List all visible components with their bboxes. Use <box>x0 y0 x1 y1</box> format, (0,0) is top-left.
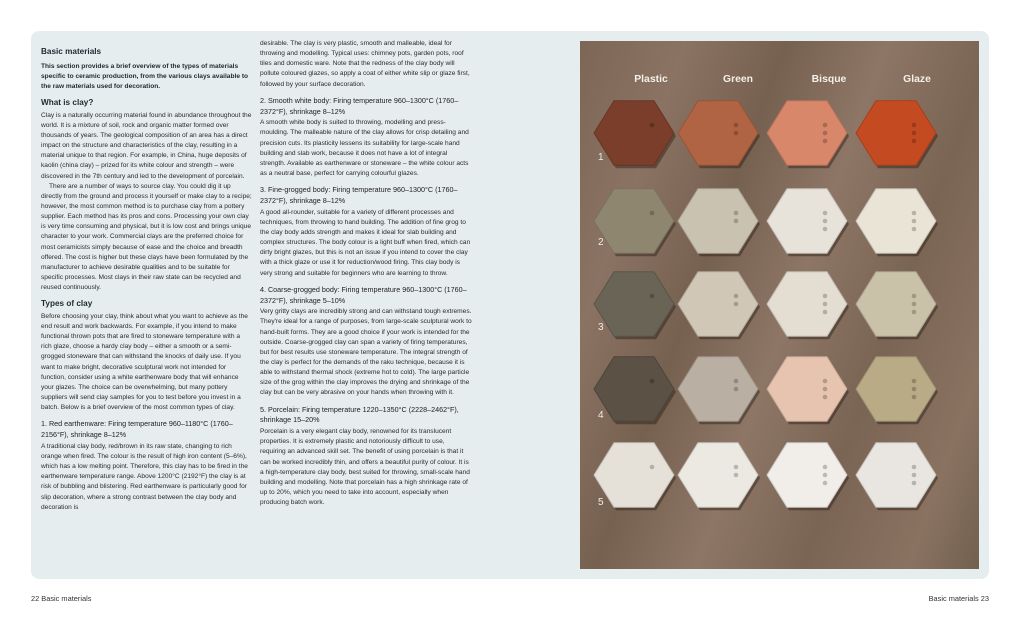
column-label-plastic: Plastic <box>634 74 668 85</box>
tile-stamp-dot <box>912 481 917 486</box>
tile-stamp-dot <box>823 302 828 307</box>
tile-stamp-dot <box>823 310 828 315</box>
tile-stamp-dot <box>650 465 655 470</box>
tile-stamp-dot <box>823 131 828 136</box>
row-label-3: 3 <box>598 322 604 333</box>
footer-right <box>929 594 989 603</box>
tile-stamp-dot <box>912 379 917 384</box>
tile-stamp-dot <box>912 387 917 392</box>
heading-coarse-grogged: 4. Coarse-grogged body: Firing temperature 960–1300°C (1760–2372°F), shrinkage 5–10% <box>260 284 467 305</box>
tile-stamp-dot <box>912 302 917 307</box>
tile-stamp-dot <box>650 294 655 299</box>
coarse-grogged-paragraph: Very gritty clays are incredibly strong and can withstand tough extremes. They're ideal for a range of purposes, from large-scale sculptural work to hand-built forms. They are a good choice if your work is intended for the outside. Coarse-grogged clay can span a variety of firing temperatures, but for best results use stoneware temperature. The integral strength of the clay is perfect for the demands of the raku technique, because it is able to withstand thermal shock (extreme hot to cold). The large particle size of the grog within the clay improves the drying and shrinkage of the clay but can be very abrasive on your hands when throwing with it. <box>260 308 472 397</box>
tile-stamp-dot <box>734 473 739 478</box>
heading-what-is-clay: What is clay? <box>41 98 94 108</box>
row-label-2: 2 <box>598 237 604 248</box>
tile-stamp-dot <box>734 379 739 384</box>
tile-stamp-dot <box>734 465 739 470</box>
tile-stamp-dot <box>912 131 917 136</box>
tile-stamp-dot <box>823 481 828 486</box>
fine-grogged-paragraph: A good all-rounder, suitable for a variety of different processes and techniques, from throwing to hand building. The addition of fine grog to the clay body adds strength and makes it ideal for slab building and complex structures. The body colour is a light buff when fired, which can dirty bright glazes, but this is not an issue if you intend to cover the clay with a thick glaze or use it for reduction/wood firing. This clay body is very strong and suitable for beginners who are learning to throw. <box>260 208 471 277</box>
running-head-right: Basic materials <box>928 594 979 603</box>
tile-stamp-dot <box>650 123 655 128</box>
column-label-glaze: Glaze <box>903 74 931 85</box>
tile-stamp-dot <box>823 139 828 144</box>
tile-stamp-dot <box>734 131 739 136</box>
tile-stamp-dot <box>650 211 655 216</box>
page-number-right: 23 <box>980 594 989 603</box>
smooth-white-paragraph: A smooth white body is suited to throwing, modelling and press-moulding. The malleable nature of the clay allows for crisp detailing and precision cuts. Its plasticity lessens its suitability for large-scale hand building and slab work, because it does not have a lot of integral strength. Available as earthenware or stoneware – the white colour acts as a neutral base, perfect for carrying colourful glazes. <box>260 119 469 177</box>
tile-stamp-dot <box>912 123 917 128</box>
tile-stamp-dot <box>823 219 828 224</box>
column-label-bisque: Bisque <box>811 74 847 85</box>
red-earthenware-continued: desirable. The clay is very plastic, smooth and malleable, ideal for throwing and modelling. Typical uses: chimney pots, garden pots, roof tiles and domestic ware. Note that the redness of the clay body will pollute coloured glazes, so apply a coat of either white slip or glaze first, followed by your surface decoration. <box>260 40 470 88</box>
heading-fine-grogged: 3. Fine-grogged body: Firing temperature 960–1300°C (1760–2372°F), shrinkage 8–12% <box>260 185 458 205</box>
what-paragraph-2: There are a number of ways to source clay. You could dig it up directly from the ground and process it yourself or make clay to a recipe; however, the most common method is to purchase clay from a pottery supplier. Each method has its pros and cons. Processing your own clay is very time consuming and physical, but it is low cost and brings unique character to your work. Commercial clays are the preferred choice for most ceramicists simply because of ease and the choice and breadth offered. The cost is higher but these clays have been formulated by the manufacturer to achieve desirable qualities and to be suitable for specific processes. Most clays in their raw state can be recycled and reused continuously. <box>41 182 252 292</box>
tile-stamp-dot <box>912 310 917 315</box>
heading-types-of-clay: Types of clay <box>41 299 93 309</box>
tile-stamp-dot <box>734 123 739 128</box>
tile-stamp-dot <box>823 294 828 299</box>
row-label-4: 4 <box>598 410 604 421</box>
porcelain-paragraph: Porcelain is a very elegant clay body, renowned for its translucent properties. It is extremely plastic and notoriously difficult to use, requiring an advanced skill set. The benefit of using porcelain is that it can be worked incredibly thin, and offers a beautiful purity of colour. It is a high-temperature clay body, best suited for throwing, small-scale hand building and modelling. Note that porcelain has a high shrinkage rate of up to 20%, which you need to take into account, especially when producing batch work. <box>260 428 470 507</box>
middle-text-column <box>260 39 472 508</box>
row-label-1: 1 <box>598 152 604 163</box>
section-title: Basic materials <box>41 47 102 56</box>
tile-stamp-dot <box>734 302 739 307</box>
tile-stamp-dot <box>734 387 739 392</box>
tile-stamp-dot <box>912 294 917 299</box>
tile-stamp-dot <box>823 123 828 128</box>
tile-stamp-dot <box>650 379 655 384</box>
footer-left <box>31 594 91 603</box>
tile-stamp-dot <box>823 227 828 232</box>
heading-red-earthenware: 1. Red earthenware: Firing temperature 960–1180°C (1760–2156°F), shrinkage 8–12% <box>41 419 233 440</box>
tile-stamp-dot <box>823 211 828 216</box>
tile-stamp-dot <box>823 387 828 392</box>
tile-stamp-dot <box>823 395 828 400</box>
tile-stamp-dot <box>912 211 917 216</box>
tile-stamp-dot <box>912 473 917 478</box>
tile-stamp-dot <box>912 139 917 144</box>
what-paragraph-1: Clay is a naturally occurring material found in abundance throughout the world. It is a mixture of soil, rock and organic matter formed over thousands of years. The geological composition of an area has a direct impact on the structure and characteristics of the clay, resulting in a material unique to that region. For example, in China, huge deposits of kaolin (china clay) – prized for its white colour and strength – were discovered in the 7th century and led to the development of porcelain. <box>41 111 252 180</box>
tile-stamp-dot <box>823 465 828 470</box>
tile-stamp-dot <box>734 219 739 224</box>
column-label-green: Green <box>722 74 754 85</box>
heading-porcelain: 5. Porcelain: Firing temperature 1220–1350°C (2228–2462°F), shrinkage 15–20% <box>260 404 459 425</box>
tile-stamp-dot <box>912 219 917 224</box>
clay-tiles-grid <box>580 41 979 569</box>
types-paragraph: Before choosing your clay, think about what you want to achieve as the end result and work backwards. For example, if you intend to make functional thrown pots that are fired to stoneware temperature with a rich glaze, choose a hardy clay body – either a smooth or a semi-grogged stoneware that can withstand the knocks of daily use. If you want to make bright, decorative sculptural work not intended for function, consider using a white earthenware body that will enhance your glazes. The choice can be overwhelming, but many pottery suppliers will send clay samples for you to test before you invest in a batch. Below is a brief overview of the most common types of clay. <box>41 312 248 412</box>
tile-stamp-dot <box>734 294 739 299</box>
tile-stamp-dot <box>912 227 917 232</box>
tile-stamp-dot <box>734 211 739 216</box>
tile-stamp-dot <box>912 465 917 470</box>
section-lead: This section provides a brief overview of the types of materials specific to ceramic production, from the various clays available to the raw materials used for decoration. <box>41 62 249 90</box>
page-number-left: 22 <box>31 594 40 603</box>
tile-stamp-dot <box>823 473 828 478</box>
left-text-column <box>41 46 252 513</box>
red-earthenware-paragraph: A traditional clay body, red/brown in its raw state, changing to rich orange when fired. The colour is the result of high iron content (5–6%), which has a low melting point. Therefore, this clay has to be fired in the earthenware temperature range. Above 1200°C (2192°F) the clay is at risk of bubbling and blistering. Red earthenware is particularly good for slip decoration, where a strong contrast between the clay body and decoration is <box>41 442 248 511</box>
tile-stamp-dot <box>823 379 828 384</box>
clay-samples-photo <box>580 41 979 569</box>
tile-stamp-dot <box>912 395 917 400</box>
row-label-5: 5 <box>598 497 604 508</box>
heading-smooth-white: 2. Smooth white body: Firing temperature 960–1300°C (1760–2372°F), shrinkage 8–12% <box>260 95 459 116</box>
running-head-left: Basic materials <box>41 594 92 603</box>
